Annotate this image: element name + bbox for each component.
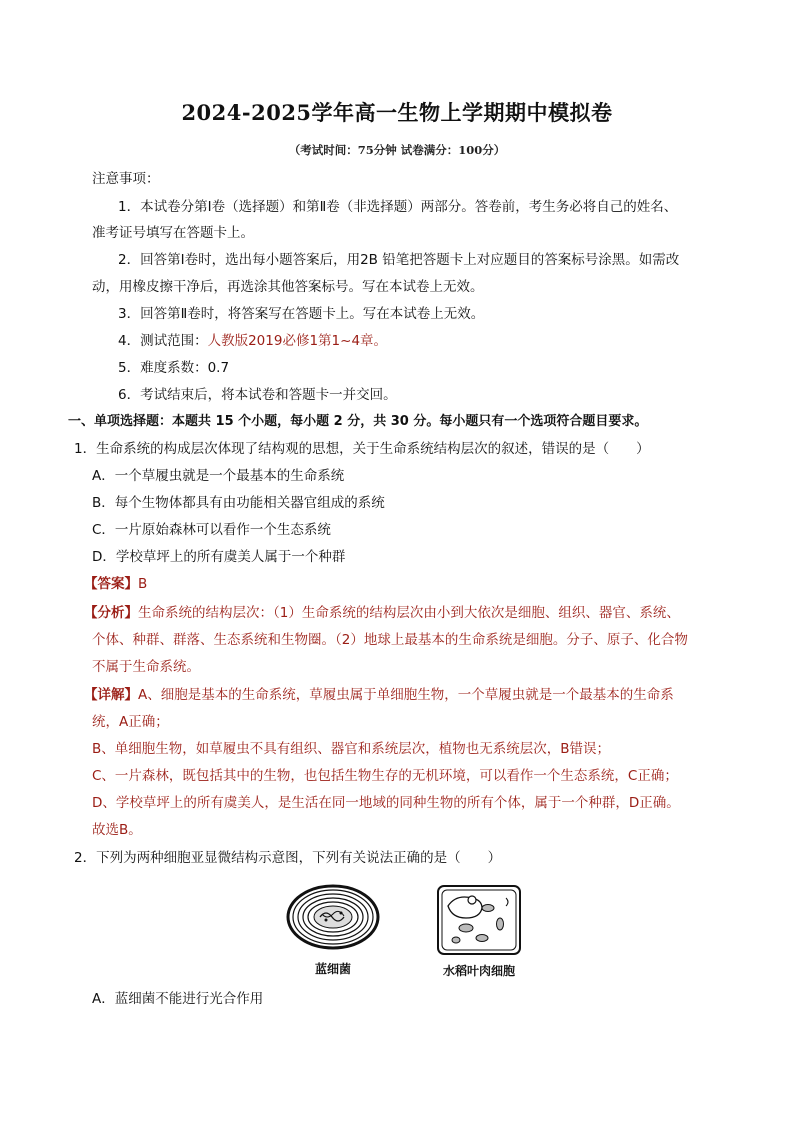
detail-text-6: 故选B。: [92, 822, 142, 838]
detail-text-5: D、学校草坪上的所有虞美人，是生活在同一地域的同种生物的所有个体，属于一个种群，D正确。: [92, 795, 680, 811]
question-2-stem: 2．下列为两种细胞亚显微结构示意图，下列有关说法正确的是（ ）: [74, 850, 502, 866]
question-1-stem: 1．生命系统的构成层次体现了结构观的思想，关于生命系统结构层次的叙述，错误的是（ ）: [74, 441, 650, 457]
notice-item-2-cont: 动，用橡皮擦干净后，再选涂其他答案标号。写在本试卷上无效。: [92, 279, 484, 295]
question-1-option-b: B．每个生物体都具有由功能相关器官组成的系统: [92, 495, 385, 511]
cyanobacteria-diagram: [286, 884, 380, 950]
test-scope: 人教版2019必修1第1~4章。: [207, 333, 388, 349]
rice-mesophyll-cell-diagram: [436, 884, 522, 956]
notice-item-4: [118, 332, 387, 350]
question-1-option-a: A．一个草履虫就是一个最基本的生命系统: [92, 468, 345, 484]
analysis-text-3: 不属于生命系统。: [92, 659, 200, 675]
detail-text-2: 统，A正确；: [92, 714, 169, 730]
notice-item-3: 3．回答第Ⅱ卷时，将答案写在答题卡上。写在本试卷上无效。: [118, 306, 485, 322]
detail-text-3: B、单细胞生物，如草履虫不具有组织、器官和系统层次，植物也无系统层次，B错误；: [92, 741, 611, 757]
figure-1-caption: 蓝细菌: [314, 962, 351, 976]
notice-heading: 注意事项：: [92, 171, 160, 187]
section-heading: 一、单项选择题：本题共 15 个小题，每小题 2 分，共 30 分。每小题只有一个选项符合题目要求。: [68, 414, 648, 429]
detail-row-1: [84, 686, 674, 704]
notice-item-2: 2．回答第Ⅰ卷时，选出每小题答案后，用2B 铅笔把答题卡上对应题目的答案标号涂黑。如需改: [118, 252, 680, 268]
notice-item-4-prefix: 4．测试范围：: [118, 333, 208, 349]
detail-label: 【详解】: [84, 687, 138, 703]
notice-item-1-cont: 准考证号填写在答题卡上。: [92, 225, 254, 241]
analysis-row-1: [84, 604, 680, 622]
analysis-text-2: 个体、种群、群落、生态系统和生物圈。（2）地球上最基本的生命系统是细胞。分子、原子、化合物: [92, 632, 688, 648]
answer-row: [84, 575, 147, 593]
analysis-text-1: 生命系统的结构层次：（1）生命系统的结构层次由小到大依次是细胞、组织、器官、系统、: [138, 605, 680, 621]
notice-item-1: 1．本试卷分第Ⅰ卷（选择题）和第Ⅱ卷（非选择题）两部分。答卷前，考生务必将自己的姓名、: [118, 199, 678, 215]
notice-item-6: 6．考试结束后，将本试卷和答题卡一并交回。: [118, 387, 397, 403]
question-1-option-c: C．一片原始森林可以看作一个生态系统: [92, 522, 331, 538]
answer-value: B: [138, 576, 148, 592]
page-title: 2024-2025学年高一生物上学期期中模拟卷: [181, 100, 613, 125]
detail-text-1: A、细胞是基本的生命系统，草履虫属于单细胞生物，一个草履虫就是一个最基本的生命系: [138, 687, 674, 703]
question-2-option-a: A．蓝细菌不能进行光合作用: [92, 991, 264, 1007]
detail-text-4: C、一片森林，既包括其中的生物，也包括生物生存的无机环境，可以看作一个生态系统，C正确；: [92, 768, 678, 784]
question-1-option-d: D．学校草坪上的所有虞美人属于一个种群: [92, 549, 346, 565]
notice-item-5: 5．难度系数：0.7: [118, 360, 230, 376]
exam-info: （考试时间：75分钟 试卷满分：100分）: [288, 143, 506, 157]
answer-label: 【答案】: [84, 576, 138, 592]
analysis-label: 【分析】: [84, 605, 138, 621]
figure-2-caption: 水稻叶肉细胞: [442, 964, 515, 978]
